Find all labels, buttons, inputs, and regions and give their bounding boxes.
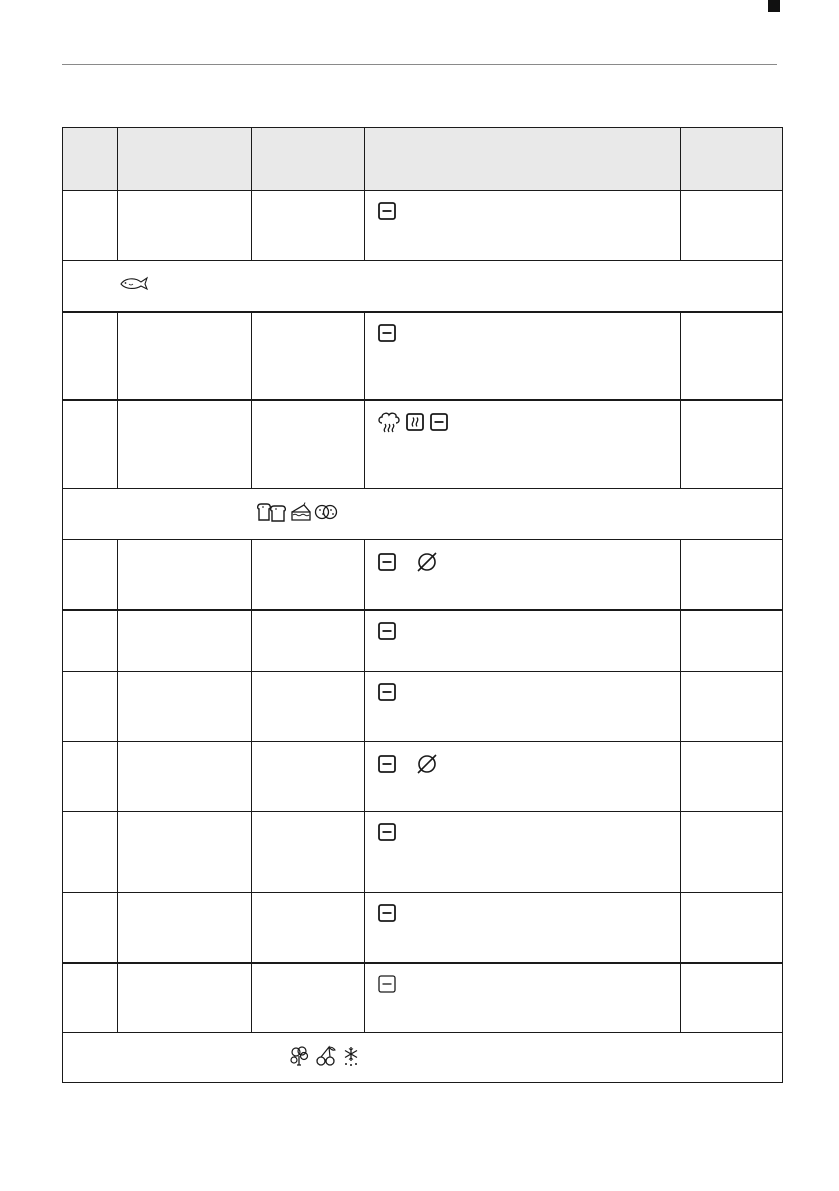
table-cell	[251, 191, 364, 260]
bottom-heat-icon	[377, 903, 397, 923]
table-cell	[251, 401, 364, 488]
bottom-heat-icon	[377, 682, 397, 702]
function-cell	[364, 540, 680, 609]
table-row	[63, 609, 782, 671]
humidity-icon	[405, 412, 425, 432]
diameter-icon	[415, 752, 439, 776]
table-cell	[117, 191, 251, 260]
table-cell	[251, 540, 364, 609]
table-row	[63, 190, 782, 260]
bottom-heat-icon	[429, 412, 449, 432]
table-cell	[251, 313, 364, 399]
cookies-icon	[314, 503, 338, 521]
table-row	[63, 671, 782, 741]
table-cell	[63, 672, 117, 741]
table-header-row	[63, 128, 782, 190]
table-cell	[680, 191, 784, 260]
table-cell	[117, 893, 251, 962]
cake-icon	[290, 502, 312, 522]
table-cell	[251, 611, 364, 671]
table-row	[63, 311, 782, 399]
table-cell	[117, 611, 251, 671]
table-cell	[63, 812, 117, 892]
fruit-icon	[315, 1045, 337, 1067]
section-row-bakery	[63, 488, 782, 539]
table-cell	[680, 812, 784, 892]
table-cell	[63, 611, 117, 671]
function-cell	[364, 893, 680, 962]
header-rule	[62, 64, 777, 65]
function-cell	[364, 191, 680, 260]
cooking-table	[62, 127, 783, 1083]
table-cell	[117, 964, 251, 1032]
table-cell	[63, 964, 117, 1032]
table-row	[63, 962, 782, 1032]
table-row	[63, 741, 782, 811]
bottom-heat-icon	[377, 323, 397, 343]
bottom-heat-icon	[377, 552, 397, 572]
table-cell	[680, 540, 784, 609]
table-row	[63, 811, 782, 892]
function-cell	[364, 401, 680, 488]
table-cell	[63, 893, 117, 962]
bottom-heat-icon	[377, 822, 397, 842]
table-cell	[680, 313, 784, 399]
function-cell	[364, 964, 680, 1032]
table-row	[63, 892, 782, 962]
table-cell	[63, 540, 117, 609]
table-cell	[251, 964, 364, 1032]
section-row-fish	[63, 260, 782, 311]
table-cell	[117, 540, 251, 609]
table-cell	[117, 672, 251, 741]
diameter-icon	[415, 550, 439, 574]
header-cell-1	[63, 128, 117, 190]
table-cell	[117, 401, 251, 488]
bottom-heat-icon	[377, 974, 397, 994]
steam-icon	[377, 411, 401, 433]
table-cell	[251, 672, 364, 741]
bread-icon	[256, 501, 288, 523]
table-row	[63, 399, 782, 488]
function-cell	[364, 742, 680, 811]
table-cell	[63, 742, 117, 811]
table-cell	[680, 672, 784, 741]
table-cell	[63, 401, 117, 488]
function-cell	[364, 611, 680, 671]
function-cell	[364, 313, 680, 399]
table-cell	[251, 742, 364, 811]
table-cell	[680, 964, 784, 1032]
table-cell	[680, 893, 784, 962]
table-cell	[117, 313, 251, 399]
table-cell	[63, 191, 117, 260]
header-cell-3	[251, 128, 364, 190]
table-cell	[680, 611, 784, 671]
bottom-heat-icon	[377, 754, 397, 774]
page-edge-marker	[768, 0, 780, 12]
table-cell	[251, 893, 364, 962]
header-cell-5	[680, 128, 784, 190]
fish-icon	[119, 275, 149, 291]
table-row	[63, 539, 782, 609]
table-cell	[680, 401, 784, 488]
header-cell-4	[364, 128, 680, 190]
header-cell-2	[117, 128, 251, 190]
table-cell	[251, 812, 364, 892]
table-cell	[63, 313, 117, 399]
bottom-heat-icon	[377, 201, 397, 221]
table-cell	[680, 742, 784, 811]
section-row-produce	[63, 1032, 782, 1084]
table-cell	[117, 812, 251, 892]
bottom-heat-icon	[377, 621, 397, 641]
frozen-icon	[341, 1045, 361, 1067]
vegetables-icon	[289, 1045, 311, 1067]
table-cell	[117, 742, 251, 811]
function-cell	[364, 672, 680, 741]
function-cell	[364, 812, 680, 892]
